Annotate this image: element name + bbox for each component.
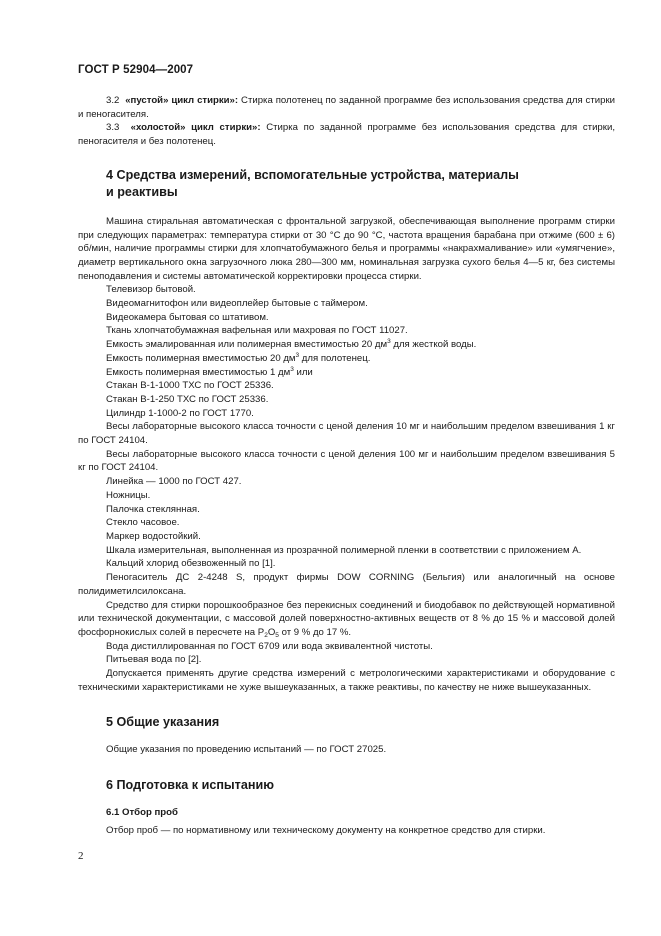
- subsection-6-1-text: Отбор проб — по нормативному или техническому документу на конкретное средство для стирки.: [106, 824, 546, 836]
- document-header: ГОСТ Р 52904—2007: [78, 64, 194, 76]
- paragraph: Допускается применять другие средства измерений с метрологическими характеристиками и оборудование с техническими характеристиками не хуже вышеуказанных, а также реактивы, по качеству не ниже вышеуказанных.: [78, 668, 615, 693]
- term: «пустой» цикл стирки»:: [125, 95, 239, 106]
- section-5-text: Общие указания по проведению испытаний — по ГОСТ 27025.: [106, 744, 387, 756]
- term: «холостой» цикл стирки»:: [130, 122, 261, 134]
- list-item: Линейка — 1000 по ГОСТ 427.: [106, 476, 242, 488]
- subsection-6-1-title: 6.1 Отбор проб: [106, 807, 178, 819]
- list-item: Стакан В-1-1000 ТХС по ГОСТ 25336.: [106, 380, 274, 392]
- list-item: Ткань хлопчатобумажная вафельная или махровая по ГОСТ 11027.: [106, 325, 408, 337]
- section-4-title: 4 Средства измерений, вспомогательные устройства, материалы и реактивы: [106, 167, 519, 199]
- list-item: Ножницы.: [106, 489, 151, 501]
- list-item: Вода дистиллированная по ГОСТ 6709 или вода эквивалентной чистоты.: [106, 640, 433, 652]
- list-item: Шкала измерительная, выполненная из прозрачной полимерной пленки в соответствии с приложением А.: [106, 544, 582, 556]
- document-body: [78, 94, 615, 838]
- page-number: 2: [78, 850, 84, 862]
- paragraph: Машина стиральная автоматическая с фронтальной загрузкой, обеспечивающая выполнение программ стирки при следующих параметрах: температура стирки от 30 °С до 90 °С, частота вращения барабана при отжиме (600 ± 6) об/мин, наличие программы стирки для хлопчатобумажного белья и программы «накрахмаливание» или «умягчение», диаметр вертикального окна загрузочного люка 280—300 мм, номинальная загрузка сухого белья 4—5 кг, без системы пеноподавления и системы автоматической корректировки процесса стирки.: [78, 215, 615, 282]
- list-item: Стекло часовое.: [106, 517, 180, 529]
- list-item: Пеногаситель ДС 2-4248 S, продукт фирмы DOW CORNING (Бельгия) или аналогичный на основе полидиметилсилоксана.: [78, 572, 615, 597]
- definition-3-2: 3.2 «пустой» цикл стирки»: Стирка полотенец по заданной программе без использования средства для стирки и пеногасителя.: [78, 95, 615, 120]
- list-item: Средство для стирки порошкообразное без перекисных соединений и биодобавок по действующей нормативной или технической документации, с массовой долей поверхностно-активных веществ от 8 % до 15 % и массовой долей фосфорнокислых солей в пересчете на $P_2O_5$ от 9 % до 17 %.: [78, 599, 615, 639]
- list-item: Весы лабораторные высокого класса точности с ценой деления 100 мг и наибольшим пределом взвешивания 5 кг по ГОСТ 24104.: [78, 448, 615, 474]
- list-item: Весы лабораторные высокого класса точности с ценой деления 10 мг и наибольшим пределом взвешивания 1 кг по ГОСТ 24104.: [78, 421, 615, 447]
- section-5-title: 5 Общие указания: [106, 715, 220, 730]
- list-item: Емкость полимерная вместимостью 20 $дм^3$ для полотенец.: [106, 351, 371, 364]
- list-item: Видеомагнитофон или видеоплейер бытовые с таймером.: [106, 298, 368, 310]
- list-item: Стакан В-1-250 ТХС по ГОСТ 25336.: [106, 393, 269, 405]
- list-item: Видеокамера бытовая со штативом.: [106, 311, 269, 323]
- list-item: Емкость полимерная вместимостью 1 $дм^3$ или: [106, 365, 313, 378]
- definition-3-3: 3.3 «холостой» цикл стирки»: Стирка по заданной программе без использования средства для стирки, пеногасителя и без полотенец.: [78, 122, 615, 148]
- list-item: Цилиндр 1-1000-2 по ГОСТ 1770.: [106, 407, 254, 419]
- list-item: Питьевая вода по [2].: [106, 654, 202, 666]
- list-item: Палочка стеклянная.: [106, 503, 200, 515]
- section-4-list: [78, 215, 615, 695]
- list-item: Маркер водостойкий.: [106, 530, 201, 542]
- section-6-title: 6 Подготовка к испытанию: [106, 778, 274, 793]
- list-item: Кальций хлорид обезвоженный по [1].: [106, 558, 276, 570]
- list-item: Емкость эмалированная или полимерная вместимостью 20 $дм^3$ для жесткой воды.: [106, 338, 477, 351]
- list-item: Телевизор бытовой.: [106, 284, 196, 296]
